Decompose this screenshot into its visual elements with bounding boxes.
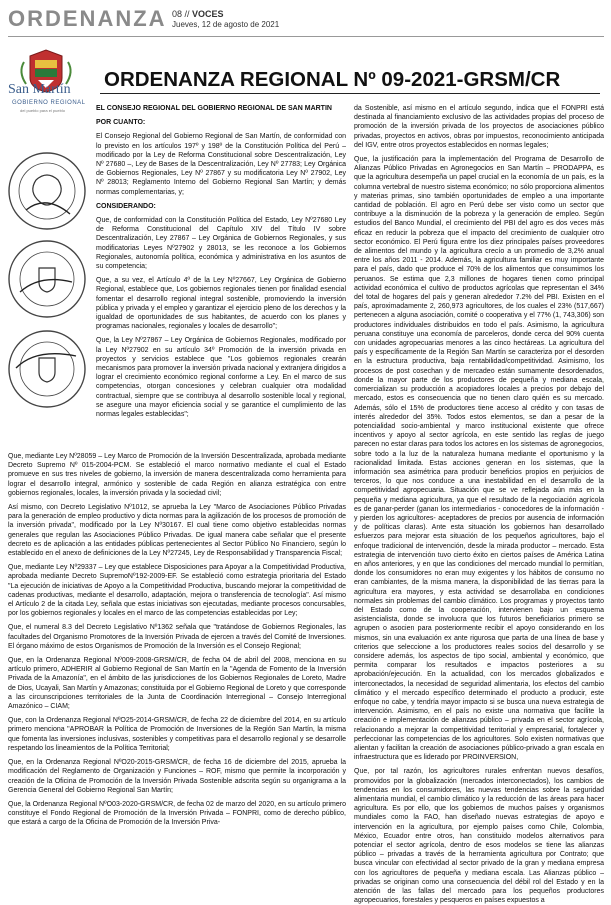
page-header [0,0,611,38]
paragraph: da Sostenible, así mismo en el artículo segundo, indica que el FONPRI está destinada al financiamiento exclusivo de las actividades propias del proceso de promoción de la inversión privada de los proyectos de asociaciones público privadas, proyectos en activos, obras por impuestos, reconocimiento anticipada del IGV, entre otros proyectos establecidos en normas legales; [354,105,604,149]
gobierno-regional-seal-icon [6,238,88,320]
column-2 [354,104,604,905]
paragraph: Que, mediante Ley Nº28059 – Ley Marco de Promoción de la Inversión Descentralizada, aprobada mediante Decreto Supremo Nº 015-2004-PCM. Se estableció el marco normativo mediante el cual el Estado promueve en sus tres niveles de gobierno, la inversión de manera descentralizada como herramienta para lograr el desarrollo integral, armónico y sostenible de cada Región en alianza estratégica con entre gobiernos regionales, locales, la inversión privada y la sociedad civil; [8,453,346,497]
paragraph: Que, con la Ordenanza Regional NºO25-2014-GRSM/CR, de fecha 22 de diciembre del 2014, en su artículo primero menciona "APROBAR la Política de Promoción de Inversiones de la Región San Martín, la misma que fomenta las inversiones inclusivas, sostenibles y competitivas para el desarrollo regional y se desarrolle respetando los lineamientos de la Política Territorial; [8,717,346,752]
council-heading: EL CONSEJO REGIONAL DEL GOBIERNO REGIONAL DE SAN MARTIN [96,105,332,112]
logo-tagline: del pueblo para el pueblo [20,108,65,113]
paragraph: Que, por tal razón, los agricultores rurales enfrentan nuevos desafíos, promovidos por la globalización (mercados interconectados), los cambios de tendencias en los consumidores, las nuevas tendencias sobre la seguridad alimentaria mundial, el cambio climático y la reducción de las áreas para hacer agricultura. Es por ello, que los gobiernos de muchos países y organismos mundiales como la FAO, han diseñado nuevas estrategias de apoyo e intervención en la agricultura, por ejemplo países como Chile, Colombia, México, Ecuador entre otros, han constituido modelos alternativos para potenciar el sector agrícola, dentro de esos modelos se tiene las alianzas público – privadas a través de la herramienta agricultura por Contrato; que busca vincular con efectividad al sector privado de la gran y mediana empresa con los agricultores de pequeña y mediana escala. Las Alianzas público – privadas se originan como una consecuencia del débil rol del Estado y en la atención de las fallas del mercado para los pequeños productores agropecuarios, forestales y pesqueros en países expuestos a [354,768,604,905]
publication-date: Jueves, 12 de agosto de 2021 [172,20,280,29]
column-1-lower [8,452,346,833]
paragraph: El Consejo Regional del Gobierno Regional de San Martín, de conformidad con lo previsto en los artículos 197º y 198º de la Constitución Política del Perú – modificado por la Ley de Reforma Constitucional sobre Descentralización, Ley Nº 27680 –, Ley de Bases de la Descentralización, Ley Nº 27783; Ley Orgánica de Gobiernos Regionales, Ley Nº 27867 y su modificatoria Ley Nº 27902, Ley Nº 28013; Reglamento Interno del Gobierno Regional San Martín; y demás normas complementarias, y; [96,133,346,196]
por-cuanto-heading: POR CUANTO: [96,119,146,127]
section-name: VOCES [192,9,224,19]
paragraph: Que, la Ley Nº27867 – Ley Orgánica de Gobiernos Regionales, modificado por la Ley Nº27902 en su artículo 34º Promoción de la inversión privada en proyectos y servicios establece que "Los gobiernos regionales crearán mecanismos para promover la inversión privada nacional y extranjera dirigidos a lograr el crecimiento económico regional conforme a Ley. En el marco de sus competencias, otorgan concesiones y celebran cualquier otra modalidad contractual, siempre que se contribuya al desarrollo sostenible local y regional, se asegure una mayor eficiencia social y se garantice el cumplimiento de las normas legales establecidas"; [96,337,346,419]
paragraph: Que, en la Ordenanza Regional NºO20-2015-GRSM/CR, de fecha 16 de diciembre del 2015, aprueba la modificación del Reglamento de Organización y Funciones – ROF, mismo que permite la incorporación y creación de la Oficina de Promoción de la Inversión Privada Sostenible adscrita según su organigrama a la Gerencia General del Gobierno Regional San Martín; [8,759,346,794]
column-1-upper [96,104,346,424]
secretaria-seal-icon [6,328,88,410]
publication-title: ORDENANZA [8,6,167,31]
paragraph: Que, de conformidad con la Constitución Política del Estado, Ley Nº27680 Ley de Reforma Constitucional del Capítulo XIV del Título IV sobre Descentralización, Ley 27867 – Ley Orgánica de Gobiernos Regionales, y sus modificatorias Leyes Nº27902 y 28013, se les reconoce a los Gobiernos Regionales, autonomía política, económica y administrativa en los asuntos de su competencia; [96,217,346,271]
header-divider [8,36,604,37]
ordinance-title: ORDENANZA REGIONAL Nº 09-2021-GRSM/CR [104,68,561,91]
logo-name: San Martín [8,82,71,97]
considerando-heading: CONSIDERANDO: [96,202,156,210]
paragraph: Que, en la Ordenanza Regional Nº009-2008-GRSM/CR, de fecha 04 de abril del 2008, menciona en su artículo primero, ADHERIR al Gobierno Regional de San Martín en la "Agenda de Fomento de la Inversión Privada de la Amazonía", en el ámbito de las jurisdicciones de los Gobiernos Regionales de Loreto, Madre de Dios, Ucayali, San Martín y Amazonas; constituida por el Gobierno Regional de Loreto y que corresponde a las circunscripciones territoriales de la Junta de Coordinación Interregional – Consejo Interregional Amazónico – CIAM; [8,657,346,711]
title-divider [100,93,600,94]
paragraph: Que, mediante Ley Nº29337 – Ley que establece Disposiciones para Apoyar a la Competitividad Productiva, aprobada mediante Decreto SupremoNº192-2009-EF. Se estableció como estrategia prioritaria del Estado "La ejecución de iniciativas de Apoyo a la Competitividad Productiva, buscando mejorar la competitividad de cadenas productivas, mediante el desarrollo, adaptación, mejora o transferencia de tecnología". Así mismo el Artículo 2 de la citada Ley, señala que estas iniciativas son ejecutadas, mediante procesos concursables, por los gobiernos regionales y locales en el marco de las competencias establecidas por Ley; [8,564,346,618]
paragraph: Así mismo, con Decreto Legislativo Nº1012, se aprueba la Ley "Marco de Asociaciones Público Privadas para la generación de empleo productivo y dicta normas para la agilización de los procesos de promoción de la inversión privada", modificado por la Ley Nº30167. El cual tiene como objetivo establecidas normas generales que regulan las Asociaciones Público Privadas. De igual manera cabe señalar que el presente decreto es de aplicación a las entidades públicas pertenecientes al Sector Público No Financiero, según lo establecido en el anexo de definiciones de la Ley Nº27245, Ley de Responsabilidad y Transparencia Fiscal; [8,504,346,558]
logo-subtitle: GOBIERNO REGIONAL [12,100,86,106]
paragraph: Que, a su vez, el Artículo 4º de la Ley Nº27667, Ley Orgánica de Gobierno Regional, establece que, Los gobiernos regionales tienen por finalidad esencial fomentar el desarrollo regional integral sostenible, promoviendo la inversión pública y privada y el empleo y garantizar el ejercicio pleno de los derechos y la igualdad de oportunidades de sus habitantes, de acuerdo con los planes y programas nacionales, regionales y locales de desarrollo"; [96,277,346,331]
page-number: 08 // VOCES [172,9,224,19]
paragraph: Que, la justificación para la implementación del Programa de Desarrollo de Alianzas Público Privadas en Agronegocios en San Martín – PRODAPPA, es que la agricultura desempeña un papel crucial en la economía de un país, es la columna vertebral de nuestro sistema económico; no sólo proporciona alimentos y materias primas, sino también oportunidades de empleo a una importante cantidad de población. El agro en Perú debe ser visto como un sector que contribuye a la disminución de la pobreza y la generación de empleo. Según estudios del Banco Mundial, el crecimiento del PBI del agro es dos veces más eficaz en reducir la pobreza que el impacto del crecimiento de cualquier otro sector económico. El Perú figura entre los diez principales países proveedores de alimentos del mundo y la agricultura crecío a un promedio de 3,2% anual entre los años 2011 - 2014. Además, la agricultura familiar es muy importante para el país, dado que produce el 70% de los alimentos que consumimos los peruanos. Se estima que 2,3 millones de hogares tienen como principal actividad económica el cultivo de productos agrícolas que representan el 34% del total de hogares del país y generan alrededor 7.2% del PBI. Existen en el país, aproximadamente 2, 260,973 agricultores, de los cuales el 23% (517,667) pertenecen a alguna asociación, comité o cooperativa y el 77% (1, 743,306) son productores individuales distribuidos en todo el país. Asimismo, la agricultura peruana constituye una economía de parceleros, donde cerca del 90% cuenta con unidades agropecuarias menores a las cinco hectáreas. La agricultura del país y específicamente de la Región San Martín se caracteriza por el desorden en la estructura productiva, baja rentabilidad/competitividad. Asimismo, los procesos de post cosechan y de mercadeo están sumamente desordenados, donde la mayor parte de los productores de pequeña y mediana escala, comercializan su producción a acopiadores locales a precios por debajo del mercado, estos es consecuencia que no tienen claro quién es su mercado. Además, sólo el 15% de productores tiene acceso al crédito y con tasas de interés alrededor del 35%. Todos estos elementos, se dan a pesar de la potencialidad socio-ambiental y marco institucional existente que ofrece incentivos y apoyo al sector agrícola, en este sentido las reglas de juego parecen no estar claras para todos los actores en los sistemas de agronegocios, sobre todo a la luz de la naturaleza humana mediante el oportunismo y la racionalidad limitada. Estas acciones generan en los sistemas, que la información sea asimétrica para producir beneficios propios en perjuicios de terceros, lo que nos conduce a una inestabilidad en el desarrollo de la competitividad agropecuaria. Situación que se ve reflejada aún más en la pequeña y mediana agricultura, ya que el resultado de la negociación agrícola es de ganar-perder (ganan los intermediarios - conocedores de la información - y pierden los agricultores- aceptadores de precios por ausencia de información y de políticas claras). Ante esta situación los gobiernos han desarrollado esfuerzos para mejorar esta situación de los pequeños agricultores, bajo el enfoque tradicional de intervención, desde la mirada productor – mercado. Esta estrategia de intervención tuvo cierto éxito en ciertos países de América Latina en años anteriores, y en que las condiciones del mercado mundial lo permitían, donde los consumidores no eran muy exigentes y los hábitos de consumo no eran cambiantes, de la misma manera, la disponibilidad de las tierras para la agricultura era mayores, y esta actividad se desarrollaba en condiciones normales sin problemas del cambio climático. Los programas y proyectos tanto del Estado como de la cooperación, intervienen bajo un esquema asistencialista, donde se involucra que los futuros beneficiarios primero se agrupen o asocien para posteriormente recibir el apoyo considerando en los mismos, sin una evaluación ex ante rigurosa que parta de una línea de base y criterios que seleccione a los productores reales socios del desarrollo y se considere además, los aspectos de tipo social, ambiental y económico, que permita comparar los resultados e impactos posteriores a su aprobación/ejecución. En la actualidad, con los mercados globalizados e interconectados, la necesidad de seguridad alimentaria, los efectos del cambio climático y el mercado específico determinado el producto a producir, este enfoque no cabe, y tendría mayor impacto si se busca una nueva estrategia de intervención. Asimismo, en el país no existe una normativa que facilite la creación e implementación de alianzas público – privada en el sector agrícola, relacionando a mejorar la competitividad territorial y empresarial, fortalecer y perfeccionar las competencias de los agricultores. Solo existen normativas que alientan y facilitan la creación de asociaciones público-privado a gran escala en infraestructura que es liderado por PROINVERSION, [354,156,604,762]
paragraph: Que, el numeral 8.3 del Decreto Legislativo Nº1362 señala que "tratándose de Gobiernos Regionales, las facultades del Organismo Promotores de la Inversión Privada de ejercen a través del Comité de Inversiones. El órgano máximo de estos Organismos de Promoción de la Inversión es el Consejo Regional; [8,624,346,650]
page-number-value: 08 [172,9,183,19]
consejo-regional-seal-icon [6,150,88,232]
paragraph: Que, la Ordenanza Regional NºO03-2020-GRSM/CR, de fecha 02 de marzo del 2020, en su artículo primero constituye el Fondo Regional de Promoción de la Inversión Privada – FONPRI, como de derecho público, que estará a cargo de la Oficina de Promoción de la Inversión Priva- [8,800,346,827]
